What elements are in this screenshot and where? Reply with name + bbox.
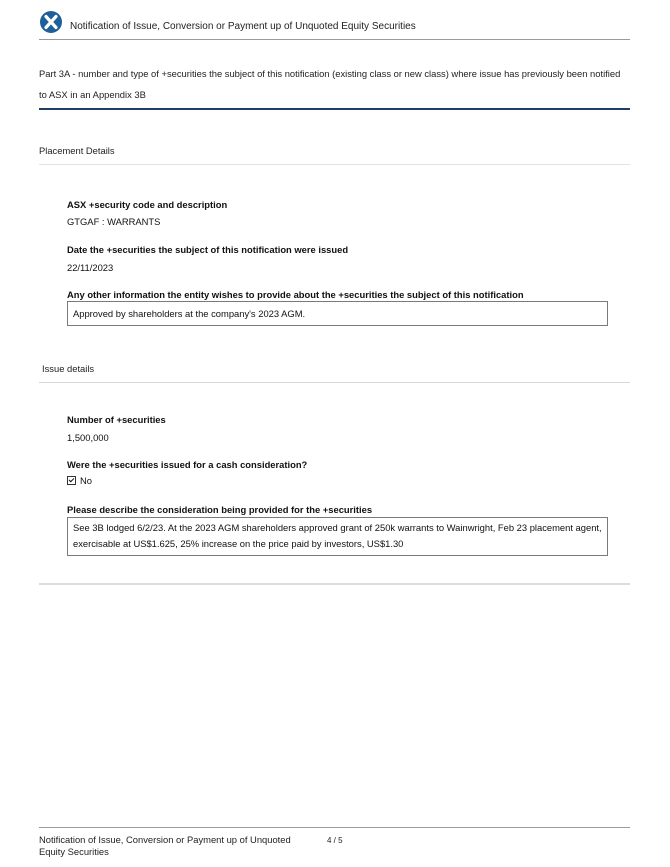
asx-logo-icon: [40, 11, 62, 33]
issue-date-label: Date the +securities the subject of this notification were issued: [67, 244, 349, 255]
part-description: Part 3A - number and type of +securities the subject of this notification (existing class or new class) where issue has previously been notified to ASX in an Appendix 3B: [39, 68, 621, 100]
issue-date-value: 22/11/2023: [67, 262, 114, 273]
placement-divider: [39, 164, 630, 165]
cash-consideration-label: Were the +securities issued for a cash consideration?: [67, 459, 308, 470]
cash-consideration-answer: [67, 475, 92, 486]
page-number: 4 / 5: [327, 836, 343, 845]
issue-details-heading: Issue details: [42, 363, 95, 374]
footer-title: Notification of Issue, Conversion or Payment up of Unquoted Equity Securities: [39, 834, 291, 857]
section-end-divider: [39, 583, 630, 585]
security-value: GTGAF : WARRANTS: [67, 216, 161, 227]
cash-consideration-value: No: [80, 475, 92, 486]
footer-divider: [39, 827, 630, 828]
document-title: Notification of Issue, Conversion or Payment up of Unquoted Equity Securities: [70, 21, 416, 32]
consideration-label: Please describe the consideration being provided for the +securities: [67, 504, 373, 515]
part-divider: [39, 108, 630, 110]
header-divider: [39, 39, 630, 40]
number-of-securities-label: Number of +securities: [67, 414, 166, 425]
other-info-box: Approved by shareholders at the company's 2023 AGM.: [67, 301, 608, 326]
placement-heading: Placement Details: [39, 145, 115, 156]
checkbox-checked-icon: [67, 476, 76, 485]
issue-details-divider: [39, 382, 630, 383]
other-info-label: Any other information the entity wishes to provide about the +securities the subject of this notification: [67, 289, 524, 300]
consideration-box: See 3B lodged 6/2/23. At the 2023 AGM shareholders approved grant of 250k warrants to Wainwright, Feb 23 placement agent, exercisable at US$1.625, 25% increase on the price paid by investors, US$1.30: [67, 517, 608, 556]
security-label: ASX +security code and description: [67, 199, 228, 210]
number-of-securities-value: 1,500,000: [67, 432, 109, 443]
